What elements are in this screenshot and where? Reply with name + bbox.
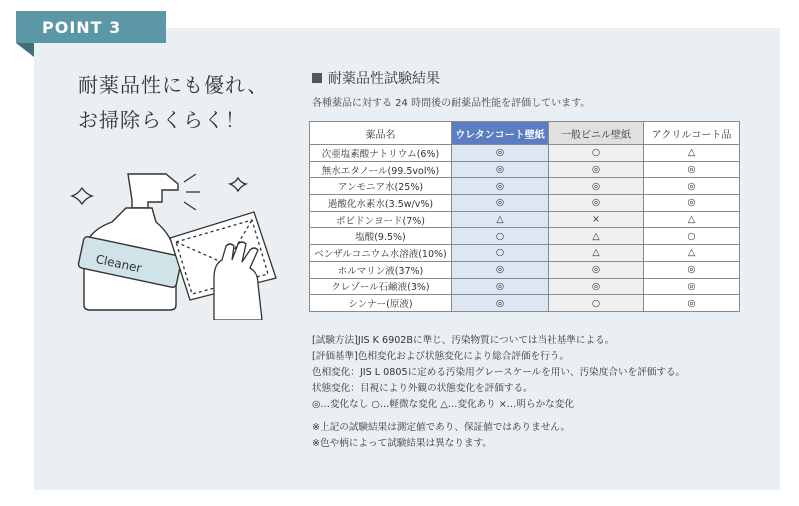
cell-urethane: ◎ <box>452 278 549 295</box>
cell-urethane: ◎ <box>452 295 549 312</box>
cell-acrylic: ◎ <box>644 161 740 178</box>
test-notes <box>312 333 752 452</box>
cell-acrylic: ○ <box>644 228 740 245</box>
section-title <box>312 68 440 88</box>
bottle-label: Cleaner <box>94 251 143 276</box>
cell-vinyl: △ <box>549 228 644 245</box>
cell-vinyl: ○ <box>549 145 644 162</box>
cell-chemical: シンナー(原液) <box>310 295 452 312</box>
spray-lines-icon <box>184 174 200 210</box>
cell-acrylic: △ <box>644 245 740 262</box>
note-state-change: 状態変化：目視により外観の状態変化を評価する。 <box>312 383 533 394</box>
cell-urethane: ◎ <box>452 161 549 178</box>
cell-chemical: クレゾール石鹸液(3%) <box>310 278 452 295</box>
table-row <box>310 211 740 228</box>
cell-vinyl: ◎ <box>549 278 644 295</box>
cell-urethane: ◎ <box>452 145 549 162</box>
cell-vinyl: ◎ <box>549 161 644 178</box>
headline <box>78 68 293 138</box>
header-vinyl: 一般ビニル壁紙 <box>549 122 644 145</box>
cleaning-illustration <box>66 160 291 320</box>
chemical-resistance-table <box>309 121 740 312</box>
table-row <box>310 228 740 245</box>
cell-urethane: ◎ <box>452 261 549 278</box>
cell-acrylic: ◎ <box>644 261 740 278</box>
badge-fold <box>16 43 34 57</box>
cell-chemical: ホルマリン液(37%) <box>310 261 452 278</box>
point-badge-label: POINT 3 <box>42 18 122 37</box>
cell-chemical: 塩酸(9.5%) <box>310 228 452 245</box>
table-row <box>310 195 740 212</box>
cell-acrylic: ◎ <box>644 195 740 212</box>
headline-line-1: 耐薬品性にも優れ、 <box>78 73 269 97</box>
table-row <box>310 178 740 195</box>
cell-vinyl: ◎ <box>549 178 644 195</box>
note-criteria: [評価基準]色相変化および状態変化により総合評価を行う。 <box>312 351 569 362</box>
header-acrylic: アクリルコート品 <box>644 122 740 145</box>
note-test-method: [試験方法]JIS K 6902Bに準じ、汚染物質については当社基準による。 <box>312 335 615 346</box>
note-disclaimer-1: ※上記の試験結果は測定値であり、保証値ではありません。 <box>312 422 571 433</box>
table-row <box>310 161 740 178</box>
cell-vinyl: △ <box>549 245 644 262</box>
section-title-text: 耐薬品性試験結果 <box>328 71 440 87</box>
cell-urethane: ○ <box>452 245 549 262</box>
cell-vinyl: × <box>549 211 644 228</box>
cell-chemical: ポビドンヨード(7%) <box>310 211 452 228</box>
cell-chemical: アンモニア水(25%) <box>310 178 452 195</box>
cell-chemical: 過酸化水素水(3.5w/v%) <box>310 195 452 212</box>
cell-urethane: △ <box>452 211 549 228</box>
cell-vinyl: ◎ <box>549 195 644 212</box>
cell-urethane: ◎ <box>452 178 549 195</box>
cell-chemical: 無水エタノール(99.5vol%) <box>310 161 452 178</box>
section-subtitle: 各種薬品に対する 24 時間後の耐薬品性能を評価しています。 <box>312 98 591 109</box>
spray-bottle-icon <box>78 174 182 310</box>
table-row <box>310 261 740 278</box>
header-chemical: 薬品名 <box>310 122 452 145</box>
header-urethane: ウレタンコート壁紙 <box>452 122 549 145</box>
cell-vinyl: ○ <box>549 295 644 312</box>
table-header-row <box>310 122 740 145</box>
cell-urethane: ◎ <box>452 195 549 212</box>
cell-acrylic: △ <box>644 145 740 162</box>
note-hue-change: 色相変化：JIS L 0805に定める汚染用グレースケールを用い、汚染度合いを評価する。 <box>312 367 686 378</box>
note-disclaimer-2: ※色や柄によって試験結果は異なります。 <box>312 438 492 449</box>
square-bullet-icon <box>312 73 322 83</box>
headline-line-2: お掃除らくらく！ <box>78 108 246 132</box>
note-legend: ◎…変化なし ○…軽微な変化 △…変化あり ×…明らかな変化 <box>312 399 574 410</box>
cell-chemical: 次亜塩素酸ナトリウム(6%) <box>310 145 452 162</box>
cell-urethane: ○ <box>452 228 549 245</box>
table-row <box>310 295 740 312</box>
cell-vinyl: ◎ <box>549 261 644 278</box>
table-row <box>310 278 740 295</box>
cell-acrylic: ◎ <box>644 295 740 312</box>
cell-acrylic: △ <box>644 211 740 228</box>
cell-acrylic: ◎ <box>644 278 740 295</box>
table-row <box>310 245 740 262</box>
cell-acrylic: ◎ <box>644 178 740 195</box>
table-row <box>310 145 740 162</box>
cell-chemical: ベンザルコニウム水溶液(10%) <box>310 245 452 262</box>
point-badge <box>16 11 166 43</box>
